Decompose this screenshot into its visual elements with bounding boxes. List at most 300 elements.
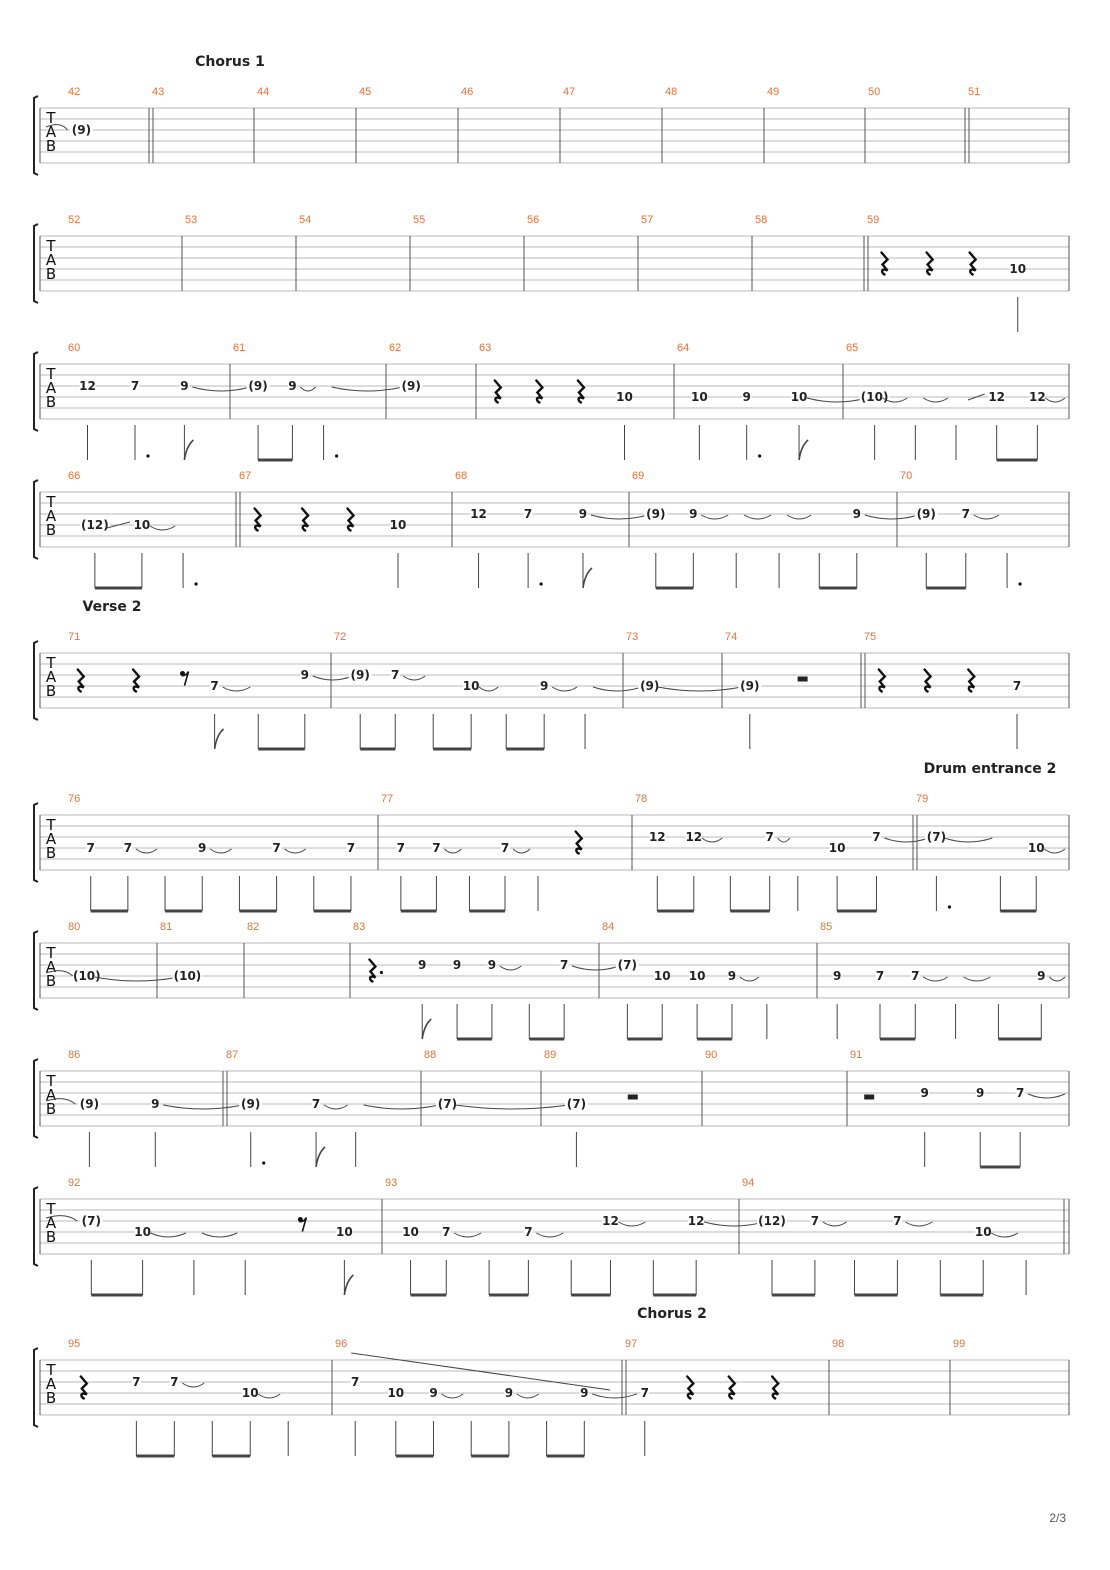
measure (868, 86, 965, 163)
tab-clef-letter: B (45, 393, 57, 411)
tie-arc (884, 838, 928, 842)
fret-number: 7 (346, 841, 356, 855)
rhythm-dot (194, 582, 197, 585)
measure-number: 75 (864, 631, 877, 643)
measure (968, 86, 1069, 163)
tab-clef-letter: T (46, 816, 56, 834)
measure (334, 631, 642, 749)
tab-clef-letter: B (45, 682, 57, 700)
tab-systems (34, 54, 1069, 1456)
eighth-flag (799, 440, 808, 460)
tie-arc (182, 1383, 204, 1387)
tab-clef-letter: A (45, 507, 57, 525)
measure (635, 793, 928, 911)
measure-number: 63 (479, 342, 492, 354)
tab-clef-letter: B (45, 844, 57, 862)
tie-arc (403, 676, 425, 680)
measure-number: 72 (334, 631, 347, 643)
measure (185, 214, 296, 291)
fret-number: 9 (578, 507, 588, 521)
fret-number: 12 (685, 830, 703, 844)
system-bracket (34, 224, 38, 303)
tie-arc (1049, 977, 1065, 981)
measure-number: 56 (527, 214, 540, 226)
fret-number: 9 (852, 507, 861, 521)
measure (152, 86, 254, 163)
fret-number: 9 (1037, 969, 1046, 983)
measure-number: 84 (602, 921, 615, 933)
measure (68, 1338, 332, 1456)
fret-number: (10) (72, 969, 101, 983)
fret-number: 7 (442, 1225, 451, 1239)
fret-number: (10) (860, 390, 889, 404)
fret-number: (7) (617, 958, 638, 972)
quarter-rest-icon (578, 381, 584, 403)
tie-arc (704, 1222, 764, 1226)
fret-number: 9 (300, 668, 309, 682)
quarter-rest-icon (687, 1377, 693, 1399)
tie-arc (1045, 398, 1065, 402)
measure-number: 95 (68, 1338, 81, 1350)
tie-arc (285, 849, 306, 853)
tab-system (34, 214, 1069, 332)
measure (257, 86, 356, 163)
fret-number: 9 (689, 507, 698, 521)
fret-number: (9) (350, 668, 370, 682)
tie-arc (974, 515, 999, 519)
eighth-flag (422, 1019, 431, 1039)
fret-number: 7 (893, 1214, 902, 1228)
measure (820, 921, 1069, 1039)
fret-number: 9 (452, 958, 462, 972)
tab-clef-letter: A (45, 379, 57, 397)
measure-number: 88 (424, 1049, 437, 1061)
measure (413, 214, 524, 291)
system-bracket (34, 931, 38, 1010)
rest-dot (380, 971, 383, 974)
measure-number: 97 (625, 1338, 638, 1350)
measure (864, 631, 1069, 749)
fret-number: 7 (640, 1386, 649, 1400)
fret-number: 9 (288, 379, 297, 393)
fret-number: 10 (974, 1225, 992, 1239)
rhythm-dot (262, 1161, 265, 1164)
tie-arc (744, 515, 771, 519)
fret-number: (9) (640, 679, 660, 693)
quarter-rest-icon (133, 670, 139, 692)
fret-number: 10 (828, 841, 846, 855)
measure (226, 1049, 439, 1167)
measure (68, 214, 182, 291)
fret-number: 7 (86, 841, 95, 855)
measure-number: 89 (544, 1049, 557, 1061)
fret-number: 7 (272, 841, 281, 855)
fret-number: (9) (916, 507, 936, 521)
measure (850, 1049, 1069, 1167)
fret-number: 7 (1012, 679, 1022, 693)
quarter-rest-icon (925, 670, 931, 692)
tab-clef-letter: B (45, 1228, 57, 1246)
measure-number: 73 (626, 631, 639, 643)
tab-clef-letter: A (45, 668, 57, 686)
tie-arc (991, 1233, 1018, 1237)
fret-number: (9) (740, 679, 760, 693)
fret-number: (7) (566, 1097, 587, 1111)
fret-number: 9 (418, 958, 427, 972)
tab-clef-letter: B (45, 1389, 57, 1407)
tie-arc (787, 515, 811, 519)
quarter-rest-icon (576, 832, 582, 854)
measure-number: 69 (632, 470, 645, 482)
fret-number: 12 (988, 390, 1006, 404)
measure-number: 59 (867, 214, 880, 226)
tie-arc (1044, 849, 1065, 853)
tie-arc (454, 1233, 481, 1237)
measure (563, 86, 662, 163)
system-bracket (34, 96, 38, 175)
measure-number: 47 (563, 86, 576, 98)
tie-arc (210, 849, 231, 853)
fret-number: 12 (470, 507, 487, 521)
fret-number: 7 (559, 958, 569, 972)
tie-arc (364, 1105, 440, 1109)
tab-clef-letter: B (45, 265, 57, 283)
tab-clef-letter: T (46, 1361, 56, 1379)
measure-number: 66 (68, 470, 81, 482)
fret-number: 9 (198, 841, 207, 855)
tie-arc (572, 966, 619, 970)
measure-number: 48 (665, 86, 678, 98)
quarter-rest-icon (772, 1377, 778, 1399)
tie-arc (223, 687, 251, 691)
fret-number: 7 (210, 679, 219, 693)
measure (742, 1177, 1069, 1295)
fret-number: 9 (429, 1386, 438, 1400)
quarter-rest-icon (495, 381, 501, 403)
fret-number: (9) (79, 1097, 100, 1111)
measure (705, 1049, 847, 1126)
measure (665, 86, 764, 163)
tie-arc (95, 977, 180, 981)
fret-number: 9 (504, 1386, 514, 1400)
tab-clef-letter: A (45, 251, 57, 269)
measure-number: 46 (461, 86, 474, 98)
tie-arc (944, 838, 992, 842)
tie-arc (150, 526, 175, 530)
fret-number: 7 (523, 507, 533, 521)
tab-clef-letter: A (45, 123, 57, 141)
tab-clef-letter: B (45, 137, 57, 155)
tie-arc (300, 387, 315, 391)
quarter-rest-icon (81, 1377, 87, 1399)
fret-number: 9 (920, 1086, 929, 1100)
fret-number: 7 (123, 841, 133, 855)
fret-number: 10 (133, 518, 151, 532)
tie-arc (151, 1233, 186, 1237)
system-bracket (34, 641, 38, 720)
tie-arc (500, 966, 521, 970)
system-bracket (34, 1187, 38, 1266)
fret-number: 10 (241, 1386, 259, 1400)
tab-clef-letter: T (46, 237, 56, 255)
measure (725, 631, 861, 749)
quarter-rest-icon (255, 509, 261, 531)
tie-arc (455, 1105, 568, 1109)
measure (46, 1177, 382, 1295)
measure (900, 470, 1069, 588)
measure-number: 64 (677, 342, 690, 354)
measure (299, 214, 410, 291)
quarter-rest-icon (879, 670, 885, 692)
fret-number: 7 (911, 969, 920, 983)
measure-number: 50 (868, 86, 881, 98)
fret-number: 10 (402, 1225, 419, 1239)
measure (68, 631, 352, 749)
tab-clef-letter: T (46, 944, 56, 962)
fret-number: (9) (401, 379, 421, 393)
measure (527, 214, 638, 291)
measure (353, 921, 619, 1039)
measure-number: 49 (767, 86, 780, 98)
measure (602, 921, 817, 1039)
measure-number: 52 (68, 214, 81, 226)
measure-number: 71 (68, 631, 81, 643)
tie-arc (591, 515, 648, 519)
measure (625, 1338, 829, 1456)
measure-number: 62 (389, 342, 402, 354)
measure-number: 70 (900, 470, 913, 482)
fret-number: 10 (653, 969, 671, 983)
measure-number: 60 (68, 342, 81, 354)
fret-number: 12 (648, 830, 666, 844)
fret-number: (9) (71, 123, 92, 137)
tie-arc (778, 838, 790, 842)
system-bracket (34, 1348, 38, 1427)
section-label: Drum entrance 2 (923, 761, 1057, 777)
tab-system (34, 1177, 1069, 1295)
quarter-rest-icon (78, 670, 84, 692)
measure (461, 86, 560, 163)
tab-system (34, 761, 1069, 911)
fret-number: (9) (241, 1097, 261, 1111)
measure-number: 96 (335, 1338, 348, 1350)
tie-arc (923, 977, 947, 981)
measure-number: 51 (968, 86, 981, 98)
quarter-rest-icon (882, 253, 888, 275)
tie-arc (442, 1394, 464, 1398)
fret-number: 7 (875, 969, 885, 983)
tab-system (34, 54, 1069, 175)
measure (68, 793, 378, 911)
tie-arc (592, 1394, 636, 1398)
tie-arc (136, 849, 157, 853)
quarter-rest-icon (927, 253, 933, 275)
measure-number: 53 (185, 214, 198, 226)
measure-number: 98 (832, 1338, 845, 1350)
quarter-rest-icon (729, 1377, 735, 1399)
measure (455, 470, 648, 588)
measure-number: 83 (353, 921, 366, 933)
fret-number: 7 (961, 507, 970, 521)
fret-number: 7 (311, 1097, 321, 1111)
tie-arc (536, 1233, 563, 1237)
quarter-rest-icon (968, 670, 974, 692)
tie-arc (923, 398, 948, 402)
system-bracket (34, 352, 38, 431)
fret-number: 12 (1029, 390, 1046, 404)
tie-arc (202, 1233, 237, 1237)
fret-number: 9 (487, 958, 497, 972)
measure (335, 1338, 637, 1456)
measure (767, 86, 865, 163)
measure (233, 342, 403, 460)
tie-arc (964, 977, 991, 981)
measure-number: 65 (846, 342, 859, 354)
tie-arc (658, 687, 742, 691)
tie-arc (444, 849, 461, 853)
fret-number: 10 (336, 1225, 353, 1239)
tie-arc (258, 1394, 280, 1398)
tab-clef-letter: T (46, 109, 56, 127)
tab-clef-letter: A (45, 830, 57, 848)
measure-number: 86 (68, 1049, 81, 1061)
tab-clef-letter: A (45, 1375, 57, 1393)
system-bracket (34, 480, 38, 559)
fret-number: 10 (1027, 841, 1045, 855)
measure (867, 214, 1069, 332)
fret-number: (7) (437, 1097, 458, 1111)
tab-clef-letter: A (45, 1214, 57, 1232)
system-bracket (34, 1059, 38, 1138)
measure-number: 85 (820, 921, 833, 933)
tie-arc (1028, 1094, 1065, 1098)
tie-arc (517, 1394, 539, 1398)
tab-system (34, 342, 1069, 460)
fret-number: 9 (742, 390, 751, 404)
fret-number: 9 (976, 1086, 985, 1100)
rhythm-dot (540, 582, 543, 585)
quarter-rest-icon (536, 381, 542, 403)
measure-number: 58 (755, 214, 768, 226)
measure (389, 342, 476, 419)
tab-system (34, 1306, 1069, 1456)
measure (359, 86, 458, 163)
measure-number: 68 (455, 470, 468, 482)
fret-number: (12) (81, 518, 109, 532)
tab-system (34, 599, 1069, 749)
fret-number: 12 (687, 1214, 705, 1228)
half-rest-icon (798, 677, 808, 682)
measure (479, 342, 674, 460)
measure (381, 793, 632, 911)
measure (68, 342, 250, 460)
fret-number: 10 (389, 518, 407, 532)
fret-number: (9) (248, 379, 268, 393)
measure (755, 214, 864, 291)
measure-number: 81 (160, 921, 173, 933)
measure (385, 1177, 764, 1295)
fret-number: 10 (462, 679, 480, 693)
tab-clef-letter: B (45, 1100, 57, 1118)
tie-arc (593, 687, 642, 691)
fret-number: 7 (170, 1375, 179, 1389)
measure-number: 55 (413, 214, 426, 226)
tab-clef-letter: B (45, 521, 57, 539)
tab-clef-letter: B (45, 972, 57, 990)
fret-number: (10) (173, 969, 202, 983)
tie-arc (701, 515, 728, 519)
measure-number: 61 (233, 342, 246, 354)
measure (68, 470, 236, 588)
rhythm-dot (948, 905, 951, 908)
fret-number: 7 (130, 379, 140, 393)
quarter-rest-icon (347, 509, 353, 531)
fret-number: 7 (432, 841, 441, 855)
fret-number: 7 (396, 841, 406, 855)
tie-arc (823, 1222, 847, 1226)
section-label: Chorus 2 (637, 1306, 707, 1322)
tab-clef-letter: T (46, 654, 56, 672)
fret-number: 7 (1015, 1086, 1025, 1100)
measure (677, 342, 867, 460)
half-rest-icon (864, 1095, 874, 1100)
fret-number: 9 (832, 969, 842, 983)
tie-arc (313, 676, 352, 680)
measure-number: 57 (641, 214, 654, 226)
measure-number: 91 (850, 1049, 863, 1061)
fret-number: 12 (602, 1214, 619, 1228)
fret-number: 9 (580, 1386, 589, 1400)
measure-number: 94 (742, 1177, 755, 1189)
tab-system (34, 1049, 1069, 1167)
measure-number: 79 (916, 793, 929, 805)
measure-number: 78 (635, 793, 648, 805)
measure (632, 470, 918, 588)
measure (641, 214, 752, 291)
tie-arc (807, 398, 867, 402)
tie-arc (905, 1222, 932, 1226)
measure (247, 921, 350, 998)
fret-number: 10 (616, 390, 633, 404)
fret-number: 7 (524, 1225, 533, 1239)
measure (160, 921, 244, 998)
rhythm-dot (758, 454, 761, 457)
tie-arc (513, 849, 530, 853)
system-bracket (34, 803, 38, 882)
tie-arc (163, 1105, 242, 1109)
tie-arc (324, 1105, 348, 1109)
tab-clef-letter: A (45, 958, 57, 976)
measure-number: 80 (68, 921, 81, 933)
measure-number: 87 (226, 1049, 239, 1061)
eighth-flag (344, 1275, 353, 1295)
quarter-rest-icon (369, 960, 375, 982)
measure-number: 43 (152, 86, 165, 98)
tie-arc (740, 977, 759, 981)
fret-number: 10 (134, 1225, 151, 1239)
fret-number: 9 (151, 1097, 160, 1111)
measure-number: 93 (385, 1177, 398, 1189)
rhythm-dot (146, 454, 149, 457)
tie-arc (865, 515, 918, 519)
tab-clef-letter: T (46, 1200, 56, 1218)
eighth-flag (184, 440, 193, 460)
tab-system (34, 470, 1069, 588)
rhythm-dot (335, 454, 338, 457)
measure-number: 92 (68, 1177, 81, 1189)
section-label: Chorus 1 (195, 54, 265, 70)
section-label: Verse 2 (82, 599, 142, 615)
